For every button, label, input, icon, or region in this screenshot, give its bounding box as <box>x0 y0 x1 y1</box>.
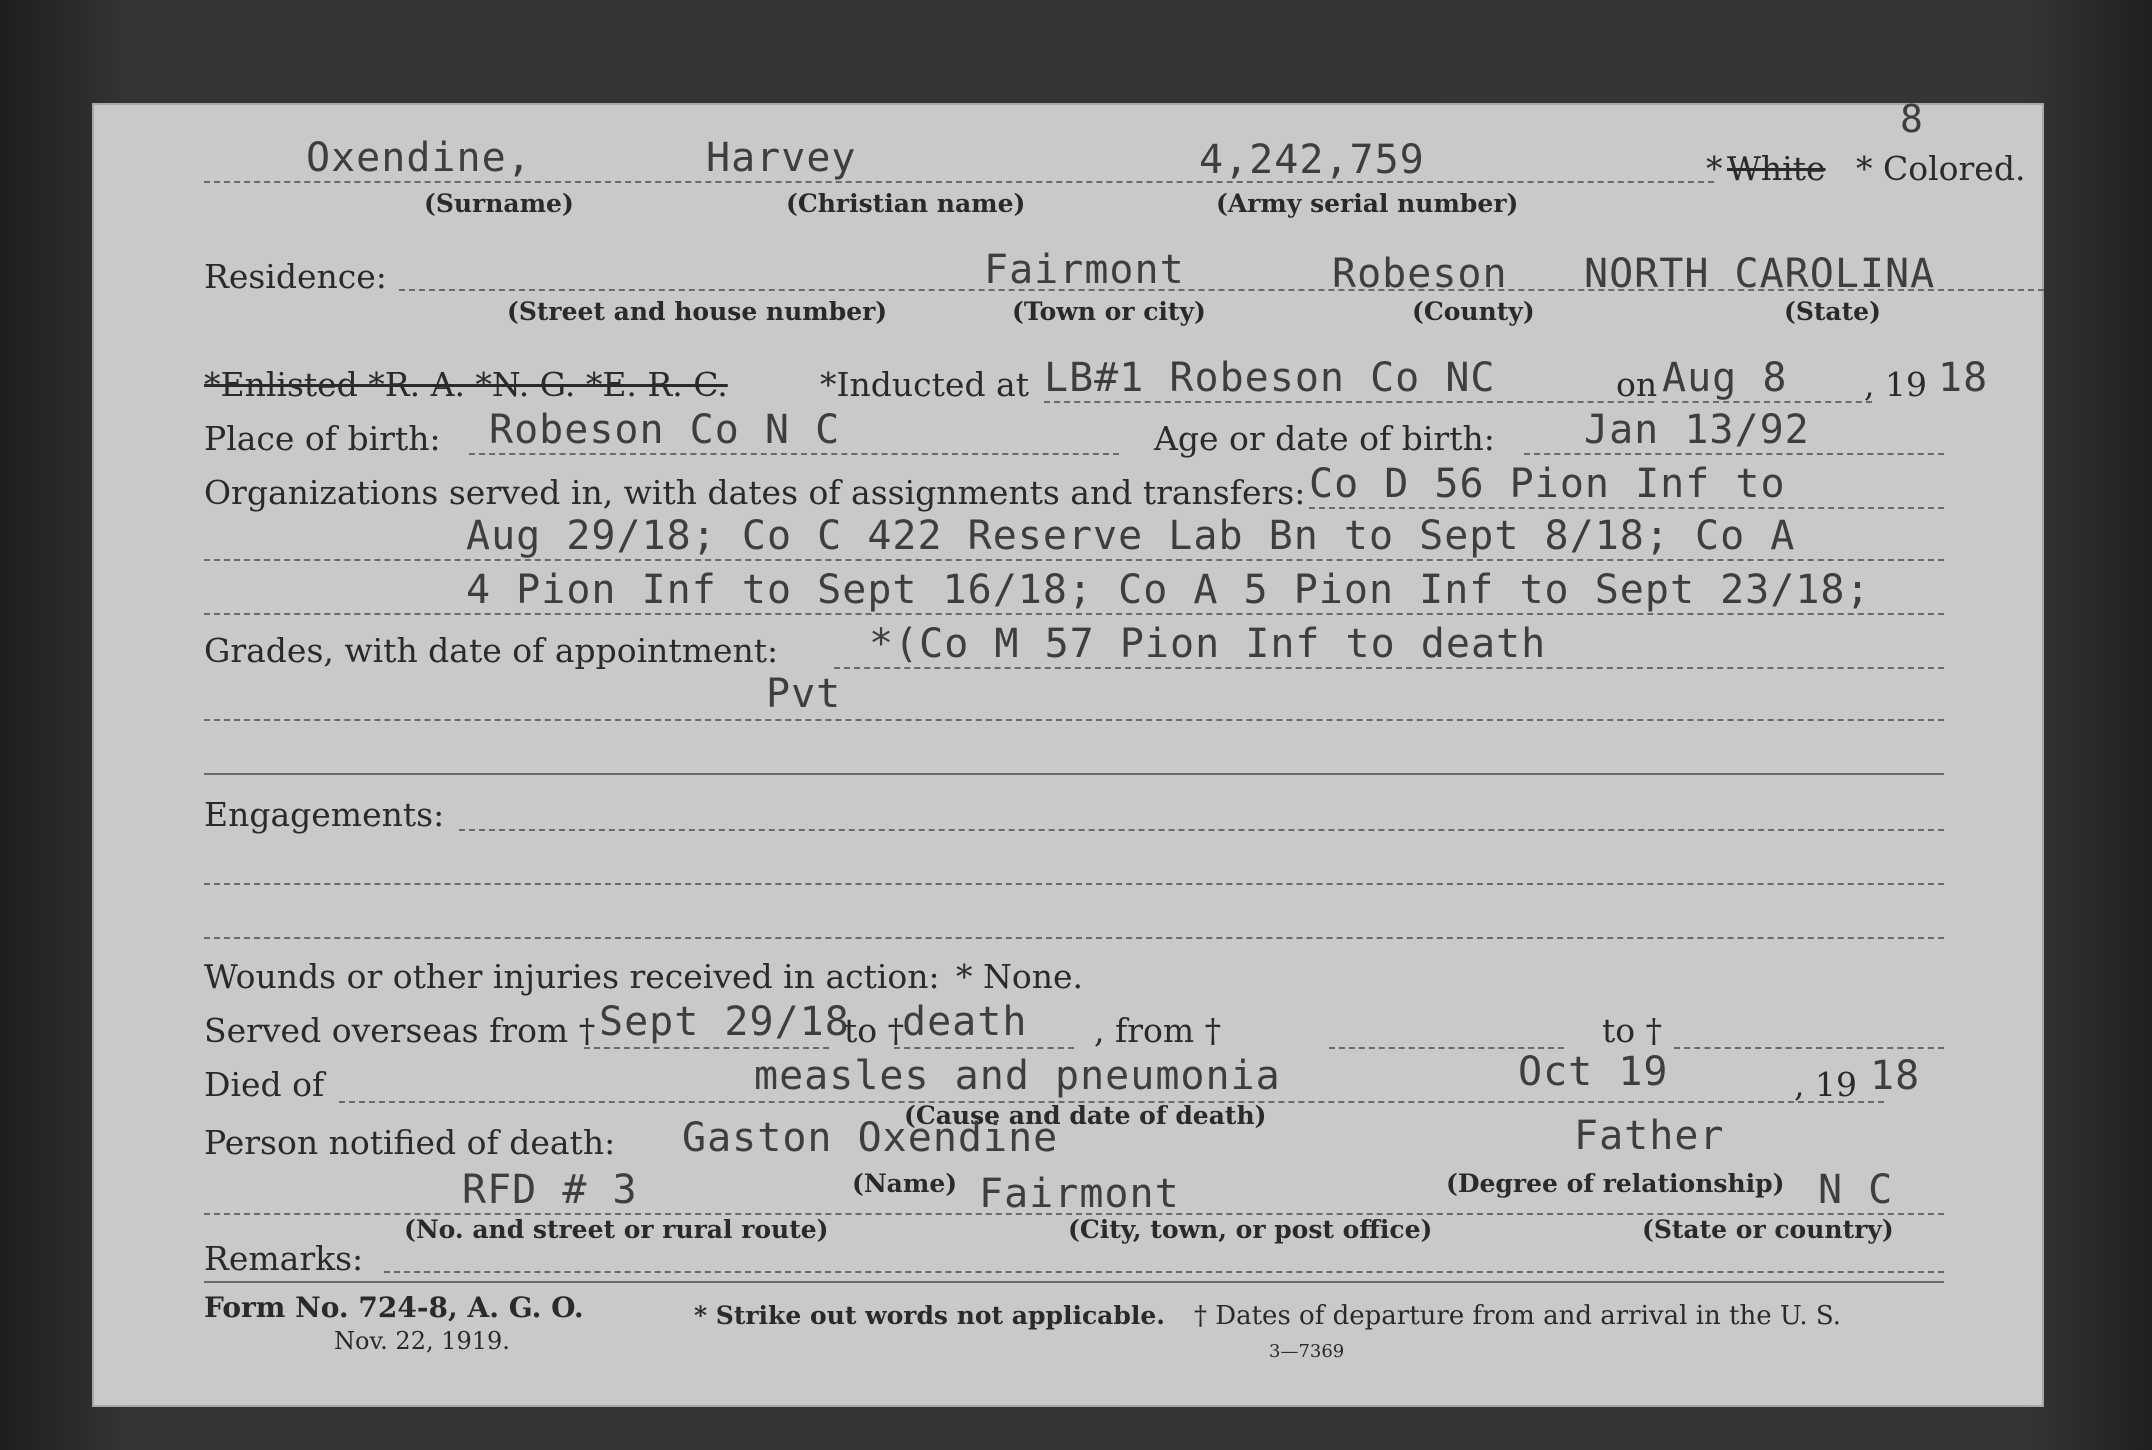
notified-relationship-caption: (Degree of relationship) <box>1446 1169 1785 1198</box>
engagements-line-1 <box>459 829 1944 831</box>
overseas-from-value: Sept 29/18 <box>599 999 850 1045</box>
wounds-value: * None. <box>956 957 1084 996</box>
organizations-line-2 <box>204 559 1944 561</box>
strike-note: * Strike out words not applicable. <box>694 1301 1165 1330</box>
notified-name-value: Gaston Oxendine <box>682 1115 1059 1161</box>
engagements-line-3 <box>204 937 1944 939</box>
birth-place-value: Robeson Co N C <box>489 407 841 453</box>
name-line <box>204 181 1714 183</box>
birth-date-value: Jan 13/92 <box>1584 407 1810 453</box>
death-year-value: 18 <box>1870 1053 1921 1099</box>
remarks-label: Remarks: <box>204 1239 364 1278</box>
organizations-label: Organizations served in, with dates of assignments and transfers: <box>204 473 1306 512</box>
engagements-line-2 <box>204 883 1944 885</box>
organizations-value-2: Aug 29/18; Co C 422 Reserve Lab Bn to Sept 8/18; Co A <box>466 513 1796 559</box>
notified-city-value: Fairmont <box>979 1171 1180 1217</box>
form-date: Nov. 22, 1919. <box>334 1327 510 1355</box>
overseas-to2-label: to † <box>1602 1011 1663 1050</box>
overseas-to-value: death <box>902 999 1028 1045</box>
notified-name-caption: (Name) <box>852 1169 958 1198</box>
on-label: on <box>1616 365 1658 404</box>
induction-place-value: LB#1 Robeson Co NC <box>1044 355 1496 401</box>
print-code: 3—7369 <box>1269 1341 1345 1362</box>
county-value: Robeson <box>1332 251 1508 297</box>
remarks-rule <box>204 1281 1944 1283</box>
notified-street-caption: (No. and street or rural route) <box>404 1215 829 1244</box>
birth-date-line <box>1524 453 1944 455</box>
record-card <box>92 97 2044 1407</box>
death-caption: (Cause and date of death) <box>904 1101 1267 1130</box>
organizations-value-1: Co D 56 Pion Inf to <box>1309 461 1786 507</box>
notified-label: Person notified of death: <box>204 1123 616 1162</box>
death-year-prefix: , 19 <box>1794 1065 1857 1104</box>
remarks-line <box>384 1271 1944 1273</box>
organizations-value-3: 4 Pion Inf to Sept 16/18; Co A 5 Pion Inf to Sept 23/18; <box>466 567 1871 613</box>
induction-date-value: Aug 8 <box>1662 355 1788 401</box>
death-cause-value: measles and pneumonia <box>754 1053 1281 1099</box>
grades-line-3 <box>204 773 1944 775</box>
organizations-line-3 <box>204 613 1944 615</box>
card-number: 8 <box>1900 97 1924 141</box>
induction-date-line <box>1662 401 1872 403</box>
age-label: Age or date of birth: <box>1154 419 1495 458</box>
organizations-line-1 <box>1309 507 1944 509</box>
residence-label: Residence: <box>204 257 387 296</box>
town-value: Fairmont <box>984 247 1185 293</box>
overseas-to-label: to † <box>844 1011 905 1050</box>
form-number: Form No. 724-8, A. G. O. <box>204 1291 584 1324</box>
grades-value-1: *(Co M 57 Pion Inf to death <box>869 621 1547 667</box>
notified-street-value: RFD # 3 <box>462 1167 638 1213</box>
overseas-to-line <box>894 1047 1074 1049</box>
notified-city-caption: (City, town, or post office) <box>1068 1215 1433 1244</box>
serial-caption: (Army serial number) <box>1216 189 1519 218</box>
notified-state-value: N C <box>1818 1167 1894 1213</box>
wounds-label: Wounds or other injuries received in action: <box>204 957 940 996</box>
induction-year-prefix: , 19 <box>1864 365 1927 404</box>
enlisted-options-struck: *Enlisted *R. A. *N. G. *E. R. C. <box>204 365 728 404</box>
grades-label: Grades, with date of appointment: <box>204 631 779 670</box>
serial-number-value: 4,242,759 <box>1199 137 1425 183</box>
grades-value-2: Pvt <box>766 671 842 717</box>
race-white-struck: White <box>1727 149 1826 188</box>
birth-place-label: Place of birth: <box>204 419 441 458</box>
death-date-value: Oct 19 <box>1518 1049 1669 1095</box>
state-value: NORTH CAROLINA <box>1584 251 1936 297</box>
county-caption: (County) <box>1412 297 1535 326</box>
surname-value: Oxendine, <box>306 135 532 181</box>
induction-place-line <box>1044 401 1654 403</box>
dates-note: † Dates of departure from and arrival in the U. S. <box>1194 1301 1842 1331</box>
notified-relationship-value: Father <box>1574 1113 1725 1159</box>
engagements-label: Engagements: <box>204 795 445 834</box>
overseas-to2-line <box>1674 1047 1944 1049</box>
grades-line-1 <box>834 667 1944 669</box>
christian-name-value: Harvey <box>706 135 857 181</box>
town-caption: (Town or city) <box>1012 297 1206 326</box>
died-of-label: Died of <box>204 1065 325 1104</box>
race-star: * <box>1706 149 1723 188</box>
overseas-label: Served overseas from † <box>204 1011 596 1050</box>
grades-line-2 <box>204 719 1944 721</box>
notified-state-caption: (State or country) <box>1642 1215 1894 1244</box>
christian-name-caption: (Christian name) <box>786 189 1026 218</box>
overseas-from-line <box>584 1047 829 1049</box>
overseas-from2-label: , from † <box>1094 1011 1222 1050</box>
inducted-label: *Inducted at <box>820 365 1029 404</box>
birth-place-line <box>469 453 1119 455</box>
state-caption: (State) <box>1784 297 1881 326</box>
induction-year-value: 18 <box>1938 355 1989 401</box>
street-caption: (Street and house number) <box>507 297 888 326</box>
race-colored: * Colored. <box>1856 149 2026 188</box>
surname-caption: (Surname) <box>424 189 574 218</box>
